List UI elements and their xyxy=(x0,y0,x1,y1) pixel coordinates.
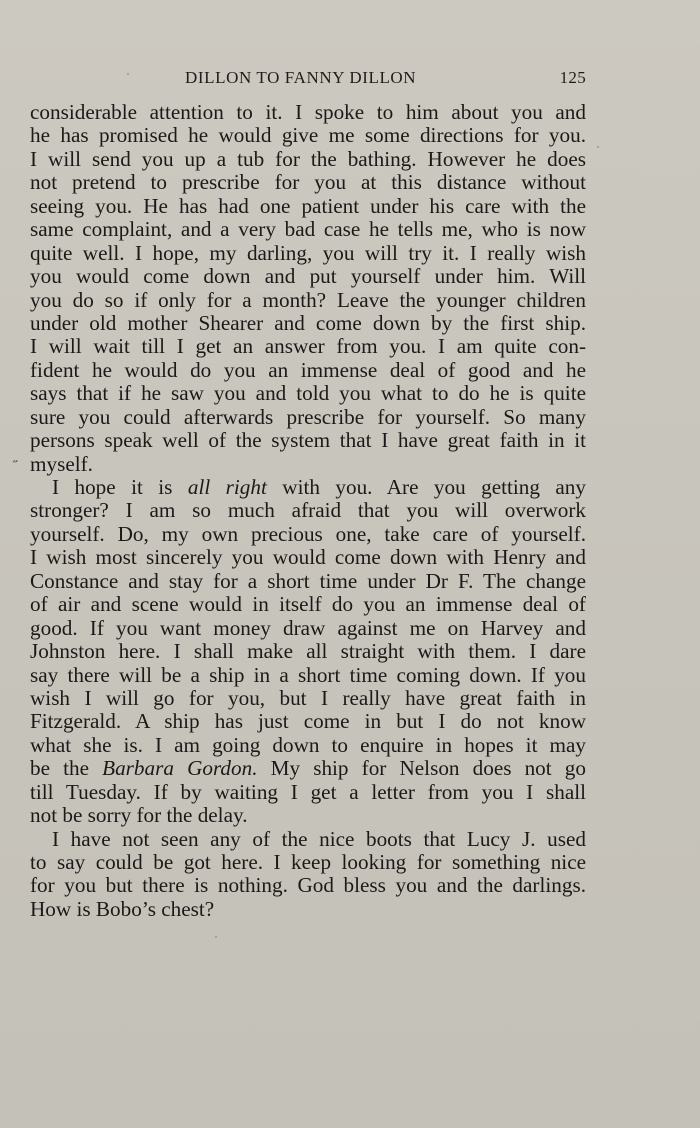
text-segment: to say could be got here. I keep looking for something nice xyxy=(30,850,586,874)
text-segment: considerable attention to it. I spoke to him about you and xyxy=(30,100,586,124)
text-segment: Fitzgerald. A ship has just come in but I do not know xyxy=(30,709,586,734)
text-segment: persons speak well of the system that I have great faith in it xyxy=(30,428,586,453)
margin-mark: ˝ xyxy=(13,459,18,474)
text-line xyxy=(30,382,586,405)
text-line xyxy=(30,710,586,733)
text-segment: Constance and stay for a short time under Dr F. The change xyxy=(30,568,586,593)
text-line xyxy=(30,124,586,147)
text-line xyxy=(30,265,586,288)
text-line xyxy=(30,148,586,171)
text-segment: stronger? I am so much afraid that you will overwork xyxy=(30,498,586,523)
text-line xyxy=(30,570,586,593)
text-line xyxy=(30,499,586,522)
text-line xyxy=(30,781,586,804)
paper-speck xyxy=(215,936,217,938)
text-line xyxy=(30,453,586,476)
text-line xyxy=(30,593,586,616)
text-line xyxy=(30,101,586,124)
text-line xyxy=(30,851,586,874)
text-segment: says that if he saw you and told you what to do he is quite xyxy=(30,381,586,406)
text-segment: under old mother Shearer and come down by the first ship. xyxy=(30,310,586,335)
text-segment: My ship for Nelson does not go xyxy=(257,756,586,781)
text-segment: you do so if only for a month? Leave the younger children xyxy=(30,287,586,312)
text-line xyxy=(30,335,586,358)
text-segment: I will wait till I get an answer from you. I am quite con- xyxy=(30,334,586,359)
text-line xyxy=(30,218,586,241)
text-line xyxy=(30,171,586,194)
text-segment: till Tuesday. If by waiting I get a letter from you I shall xyxy=(30,779,586,804)
paper-speck xyxy=(597,146,599,148)
text-segment: I have not seen any of the nice boots that Lucy J. used xyxy=(52,826,586,851)
text-line xyxy=(30,757,586,780)
text-line xyxy=(30,523,586,546)
text-segment: How is Bobo’s chest? xyxy=(30,896,215,921)
text-segment: not pretend to prescribe for you at this distance without xyxy=(30,170,586,195)
text-line xyxy=(30,359,586,382)
text-line xyxy=(30,640,586,663)
running-head xyxy=(30,68,586,94)
text-line xyxy=(30,312,586,335)
text-segment: what she is. I am going down to enquire in hopes it may xyxy=(30,732,586,757)
text-segment: sure you could afterwards prescribe for yourself. So many xyxy=(30,404,586,429)
page-number: 125 xyxy=(559,68,586,87)
text-line xyxy=(30,242,586,265)
italic-text: Barbara Gordon. xyxy=(102,756,258,781)
text-line xyxy=(30,546,586,569)
text-segment: fident he would do you an immense deal of good and he xyxy=(30,357,586,382)
text-segment: same complaint, and a very bad case he tells me, who is now xyxy=(30,217,586,242)
text-line xyxy=(30,804,586,827)
text-segment: of air and scene would in itself do you an immense deal of xyxy=(30,592,586,617)
text-segment: be the xyxy=(30,756,103,781)
text-line xyxy=(30,828,586,851)
text-segment: seeing you. He has had one patient under his care with the xyxy=(30,193,586,218)
text-segment: he has promised he would give me some directions for you. xyxy=(30,123,586,148)
text-segment: quite well. I hope, my darling, you will try it. I really wish xyxy=(30,240,586,265)
text-line xyxy=(30,195,586,218)
running-title: DILLON TO FANNY DILLON xyxy=(185,68,417,87)
paper-speck xyxy=(127,73,129,75)
text-segment: I wish most sincerely you would come down with Henry and xyxy=(30,545,586,570)
text-line xyxy=(30,687,586,710)
text-segment: myself. xyxy=(30,451,93,476)
text-line xyxy=(30,664,586,687)
text-segment: yourself. Do, my own precious one, take care of yourself. xyxy=(30,521,586,546)
text-segment: not be sorry for the delay. xyxy=(30,803,248,828)
italic-text: all right xyxy=(187,475,267,499)
text-line xyxy=(30,289,586,312)
text-segment: wish I will go for you, but I really have great faith in xyxy=(30,685,586,710)
text-segment: I hope it is xyxy=(52,475,188,499)
letter-body-text xyxy=(30,101,586,921)
text-line xyxy=(30,429,586,452)
text-line xyxy=(30,617,586,640)
text-segment: with you. Are you getting any xyxy=(266,475,586,499)
text-line xyxy=(30,476,586,499)
text-segment: I will send you up a tub for the bathing. However he does xyxy=(30,146,586,171)
text-line xyxy=(30,734,586,757)
text-segment: Johnston here. I shall make all straight with them. I dare xyxy=(30,639,586,664)
text-segment: good. If you want money draw against me on Harvey and xyxy=(30,615,586,640)
text-segment: say there will be a ship in a short time coming down. If you xyxy=(30,662,586,687)
text-segment: you would come down and put yourself under him. Will xyxy=(30,264,586,289)
text-line xyxy=(30,406,586,429)
text-line xyxy=(30,898,586,921)
text-segment: for you but there is nothing. God bless you and the darlings. xyxy=(30,873,586,898)
text-line xyxy=(30,874,586,897)
